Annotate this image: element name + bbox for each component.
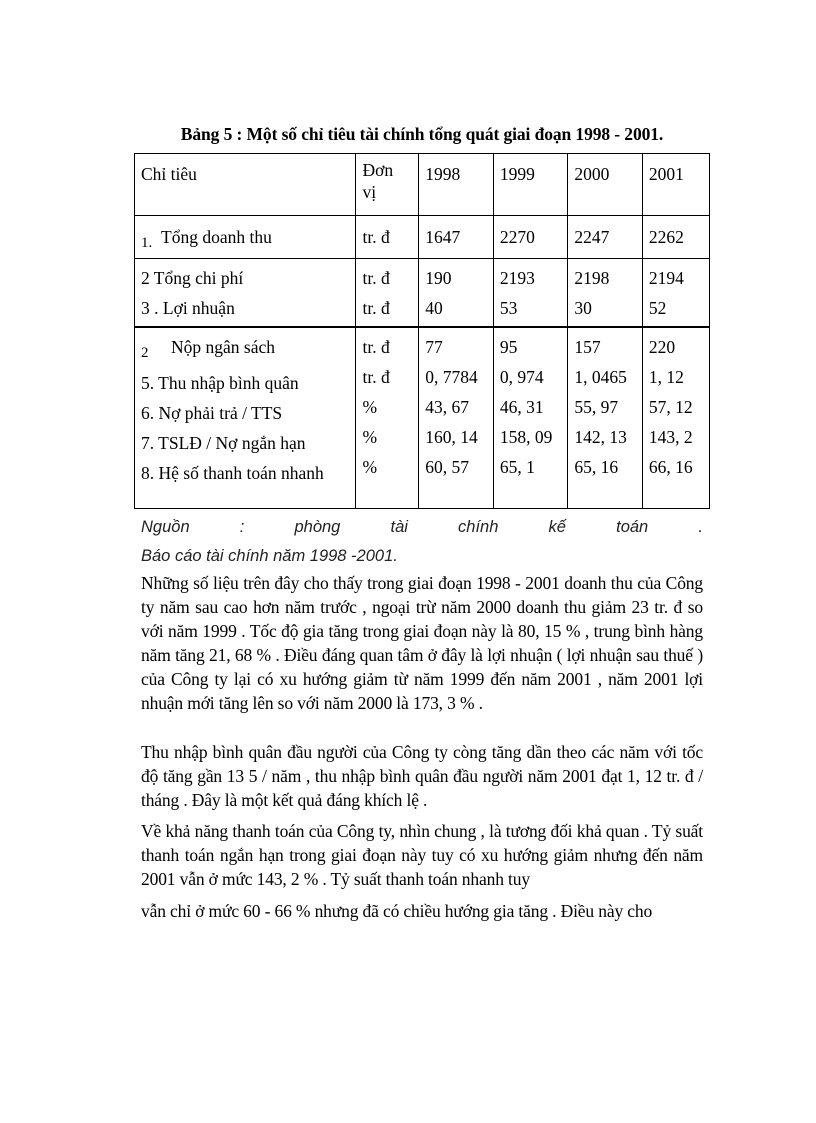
cell-value: 66, 16	[648, 456, 693, 477]
cell-values	[642, 259, 709, 327]
paragraph-revenue-analysis: Những số liệu trên đây cho thấy trong giai đoạn 1998 - 2001 doanh thu của Công ty năm sau cao hơn năm trước , ngoại trừ năm 2000 doanh thu giảm 23 tr. đ so với năm 1999 . Tốc độ gia tăng trong giai đoạn này là 80, 15 % , trung bình hàng năm tăng 21, 68 % . Điều đáng quan tâm ở đây là lợi nhuận ( lợi nhuận sau thuế ) của Công ty lại có xu hướng giảm từ năm 1999 đến năm 2001 , năm 2001 lợi nhuận mới tăng lên so với năm 2000 là 173, 3 % .	[141, 573, 703, 713]
cell-value: 2193	[499, 268, 535, 288]
source-word: kế	[548, 518, 566, 536]
unit-text: %	[362, 456, 378, 477]
row-label	[135, 327, 356, 509]
paragraph-last-line: vẫn chỉ ở mức 60 - 66 % nhưng đã có chiều hướng gia tăng . Điều này cho	[141, 901, 653, 921]
row-unit: tr. đ	[356, 216, 419, 259]
cell-values	[642, 327, 709, 509]
source-note	[141, 513, 703, 571]
source-line-1	[141, 513, 703, 542]
cell-value: 52	[648, 298, 667, 318]
source-word: phòng	[294, 518, 341, 536]
cell-values	[493, 327, 568, 509]
unit-text: tr. đ	[362, 268, 390, 288]
row-label-text: Tổng doanh thu	[161, 227, 272, 247]
header-unit	[356, 154, 419, 216]
source-word: :	[239, 518, 245, 536]
unit-text: %	[362, 426, 378, 447]
cell-values	[493, 259, 568, 327]
cell-value: 158, 09	[499, 426, 553, 447]
cell-value: 2270	[493, 216, 568, 259]
row-unit	[356, 327, 419, 509]
cell-value: 53	[499, 298, 518, 318]
row-label-text: 5. Thu nhập bình quân	[141, 372, 299, 393]
row-unit	[356, 259, 419, 327]
table-row-group	[135, 327, 710, 509]
row-label-text: 8. Hệ số thanh toán nhanh	[141, 462, 324, 483]
row-label-text: 6. Nợ phải trả / TTS	[141, 402, 283, 423]
financial-indicators-table	[134, 153, 710, 509]
cell-value: 60, 57	[425, 456, 470, 477]
cell-value: 2247	[568, 216, 643, 259]
header-unit-line1: Đơn	[362, 160, 394, 180]
cell-value: 2198	[574, 268, 610, 288]
cell-value: 77	[425, 336, 443, 357]
row-label-sub: Nộp ngân sách	[171, 336, 276, 357]
unit-text: tr. đ	[362, 366, 390, 387]
paragraph-text: Về khả năng thanh toán của Công ty, nhìn chung , là tương đối khả quan . Tỷ suất thanh toán ngắn hạn trong giai đoạn này tuy có xu hướng giảm nhưng đến năm 2001 vẫn ở mức 143, 2 % . Tỷ suất thanh toán nhanh tuy	[141, 821, 703, 889]
source-word: chính	[458, 518, 499, 536]
cell-value: 95	[499, 336, 518, 357]
row-label-text: 7. TSLĐ / Nợ ngắn hạn	[141, 432, 306, 453]
row-label	[135, 259, 356, 327]
header-year-1998: 1998	[419, 154, 494, 216]
cell-value: 2194	[648, 268, 684, 288]
row-number: 2	[141, 344, 149, 361]
cell-value: 57, 12	[648, 396, 693, 417]
source-word: .	[698, 518, 703, 536]
cell-value: 1, 12	[648, 366, 684, 387]
paragraph-liquidity-analysis	[141, 819, 703, 923]
unit-text: tr. đ	[362, 298, 390, 318]
row-label-text: 2 Tổng chi phí	[141, 268, 244, 288]
row-label-text	[141, 332, 355, 368]
table-header-row	[135, 154, 710, 216]
cell-value: 1647	[419, 216, 494, 259]
cell-value: 40	[425, 298, 443, 318]
header-year-1999: 1999	[493, 154, 568, 216]
cell-value: 190	[425, 268, 452, 288]
cell-value: 46, 31	[499, 396, 544, 417]
cell-value: 0, 974	[499, 366, 544, 387]
source-line-2: Báo cáo tài chính năm 1998 -2001.	[141, 547, 398, 565]
table-row	[135, 216, 710, 259]
source-word: tài	[390, 518, 408, 536]
header-year-2000: 2000	[568, 154, 643, 216]
cell-value: 1, 0465	[574, 366, 627, 387]
cell-value: 220	[648, 336, 676, 357]
cell-value: 30	[574, 298, 592, 318]
cell-value: 43, 67	[425, 396, 470, 417]
row-label-text: 3 . Lợi nhuận	[141, 298, 235, 318]
table-row-group	[135, 259, 710, 327]
row-label	[135, 216, 356, 259]
cell-value: 160, 14	[425, 426, 478, 447]
cell-value: 143, 2	[648, 426, 693, 447]
header-unit-line2: vị	[362, 182, 377, 202]
table-caption: Bảng 5 : Một số chỉ tiêu tài chính tổng quát giai đoạn 1998 - 2001.	[180, 124, 664, 144]
cell-value: 65, 16	[574, 456, 619, 477]
cell-values	[419, 259, 494, 327]
paragraph-income-analysis: Thu nhập bình quân đầu người của Công ty còng tăng dần theo các năm với tốc độ tăng gần 13 5 / năm , thu nhập bình quân đầu người năm 2001 đạt 1, 12 tr. đ / tháng . Đây là một kết quả đáng khích lệ .	[141, 742, 703, 810]
header-indicator: Chỉ tiêu	[135, 154, 356, 216]
source-word: toán	[616, 518, 649, 536]
cell-values	[568, 327, 643, 509]
cell-value: 157	[574, 336, 601, 357]
unit-text: tr. đ	[362, 336, 390, 357]
cell-value: 142, 13	[574, 426, 627, 447]
unit-text: %	[362, 396, 378, 417]
cell-values	[568, 259, 643, 327]
cell-value: 65, 1	[499, 456, 535, 477]
source-word: Nguồn	[141, 518, 190, 536]
cell-values	[419, 327, 494, 509]
header-year-2001: 2001	[642, 154, 709, 216]
cell-value: 55, 97	[574, 396, 619, 417]
cell-value: 2262	[642, 216, 709, 259]
cell-value: 0, 7784	[425, 366, 478, 387]
row-number: 1.	[141, 235, 153, 251]
